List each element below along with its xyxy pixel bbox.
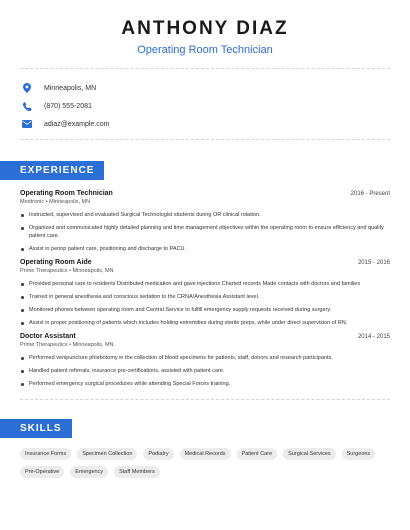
job-bullet: Performed emergency surgical procedures while attending Special Forces training. — [20, 380, 390, 388]
job-bullet: Instructed, supervised and evaluated Surgical Technologist students during OR clinical rotation. — [20, 211, 390, 219]
job-entry — [20, 259, 390, 327]
email-icon — [20, 117, 34, 131]
experience-section-header — [0, 160, 410, 180]
contact-location-text: Minneapolis, MN — [44, 84, 97, 92]
experience-heading: EXPERIENCE — [0, 161, 104, 180]
job-entry — [20, 333, 390, 388]
skill-chip: Surgeons — [342, 448, 376, 460]
job-entry — [20, 190, 390, 253]
job-bullet: Trained in general anesthesia and conscious sedation to the CRNA/Anesthesia Assistant level. — [20, 293, 390, 301]
job-bullets — [20, 354, 390, 388]
skill-chip: Emergency — [70, 466, 108, 478]
job-bullet: Performed venipuncture phlebotomy in the collection of blood specimens for patients, staff, donors and research participants. — [20, 354, 390, 362]
skills-section-header — [0, 418, 410, 438]
job-title: Doctor Assistant — [20, 333, 76, 340]
skill-chip: Specimen Collection — [77, 448, 137, 460]
job-bullet: Organized and communicated highly detailed planning and time management objectives within the operating room to ensure efficiency and quality patient care. — [20, 224, 390, 240]
job-company: Medtronic • Minneapolis, MN — [20, 199, 91, 205]
skills-heading: SKILLS — [0, 419, 72, 438]
contact-location — [20, 79, 410, 97]
job-bullet: Assist in proper positioning of patients which includes holding extremities during sterile preps, while under direct supervision of RN. — [20, 319, 390, 327]
contact-email — [20, 115, 410, 133]
skill-chip: Podiatry — [143, 448, 173, 460]
job-company: Prime Therapeutics • Minneapolis, MN — [20, 342, 114, 348]
contact-phone-text: (870) 555-2081 — [44, 102, 92, 110]
skill-chip: Surgical Services — [283, 448, 336, 460]
skill-chip: Insurance Forms — [20, 448, 71, 460]
job-company: Prime Therapeutics • Minneapolis, MN — [20, 268, 114, 274]
experience-list — [0, 190, 410, 388]
job-title: Operating Room Technician — [20, 190, 113, 197]
job-dates: 2014 - 2015 — [357, 334, 390, 340]
location-icon — [20, 81, 34, 95]
contact-email-text: adiaz@example.com — [44, 120, 110, 128]
job-dates: 2016 - Present — [350, 191, 390, 197]
job-bullet: Assist in periop patient care, positioning and discharge to PACU. — [20, 245, 390, 253]
phone-icon — [20, 99, 34, 113]
skill-chip: Pre-Operative — [20, 466, 64, 478]
resume-header — [0, 0, 410, 56]
contact-phone — [20, 97, 410, 115]
job-title: Operating Room Aide — [20, 259, 92, 266]
skill-chip: Patient Care — [237, 448, 278, 460]
skill-chip: Staff Members — [114, 466, 160, 478]
skill-chip: Medical Records — [180, 448, 231, 460]
job-bullet: Handled patient referrals, insurance pre-certifications, assisted with patient care. — [20, 367, 390, 375]
candidate-title: Operating Room Technician — [137, 44, 273, 56]
job-bullets — [20, 280, 390, 327]
job-bullet: Monitored phones between operating room and Central Service to fulfill emergency supply requests received during surgery. — [20, 306, 390, 314]
candidate-name: ANTHONY DIAZ — [121, 18, 289, 39]
job-bullet: Provided personal care to residents Distributed medication and gave injections Charted records Made contacts with doctors and families — [20, 280, 390, 288]
job-dates: 2015 - 2016 — [357, 260, 390, 266]
skills-list — [0, 448, 410, 484]
contact-list — [0, 69, 410, 139]
job-bullets — [20, 211, 390, 253]
